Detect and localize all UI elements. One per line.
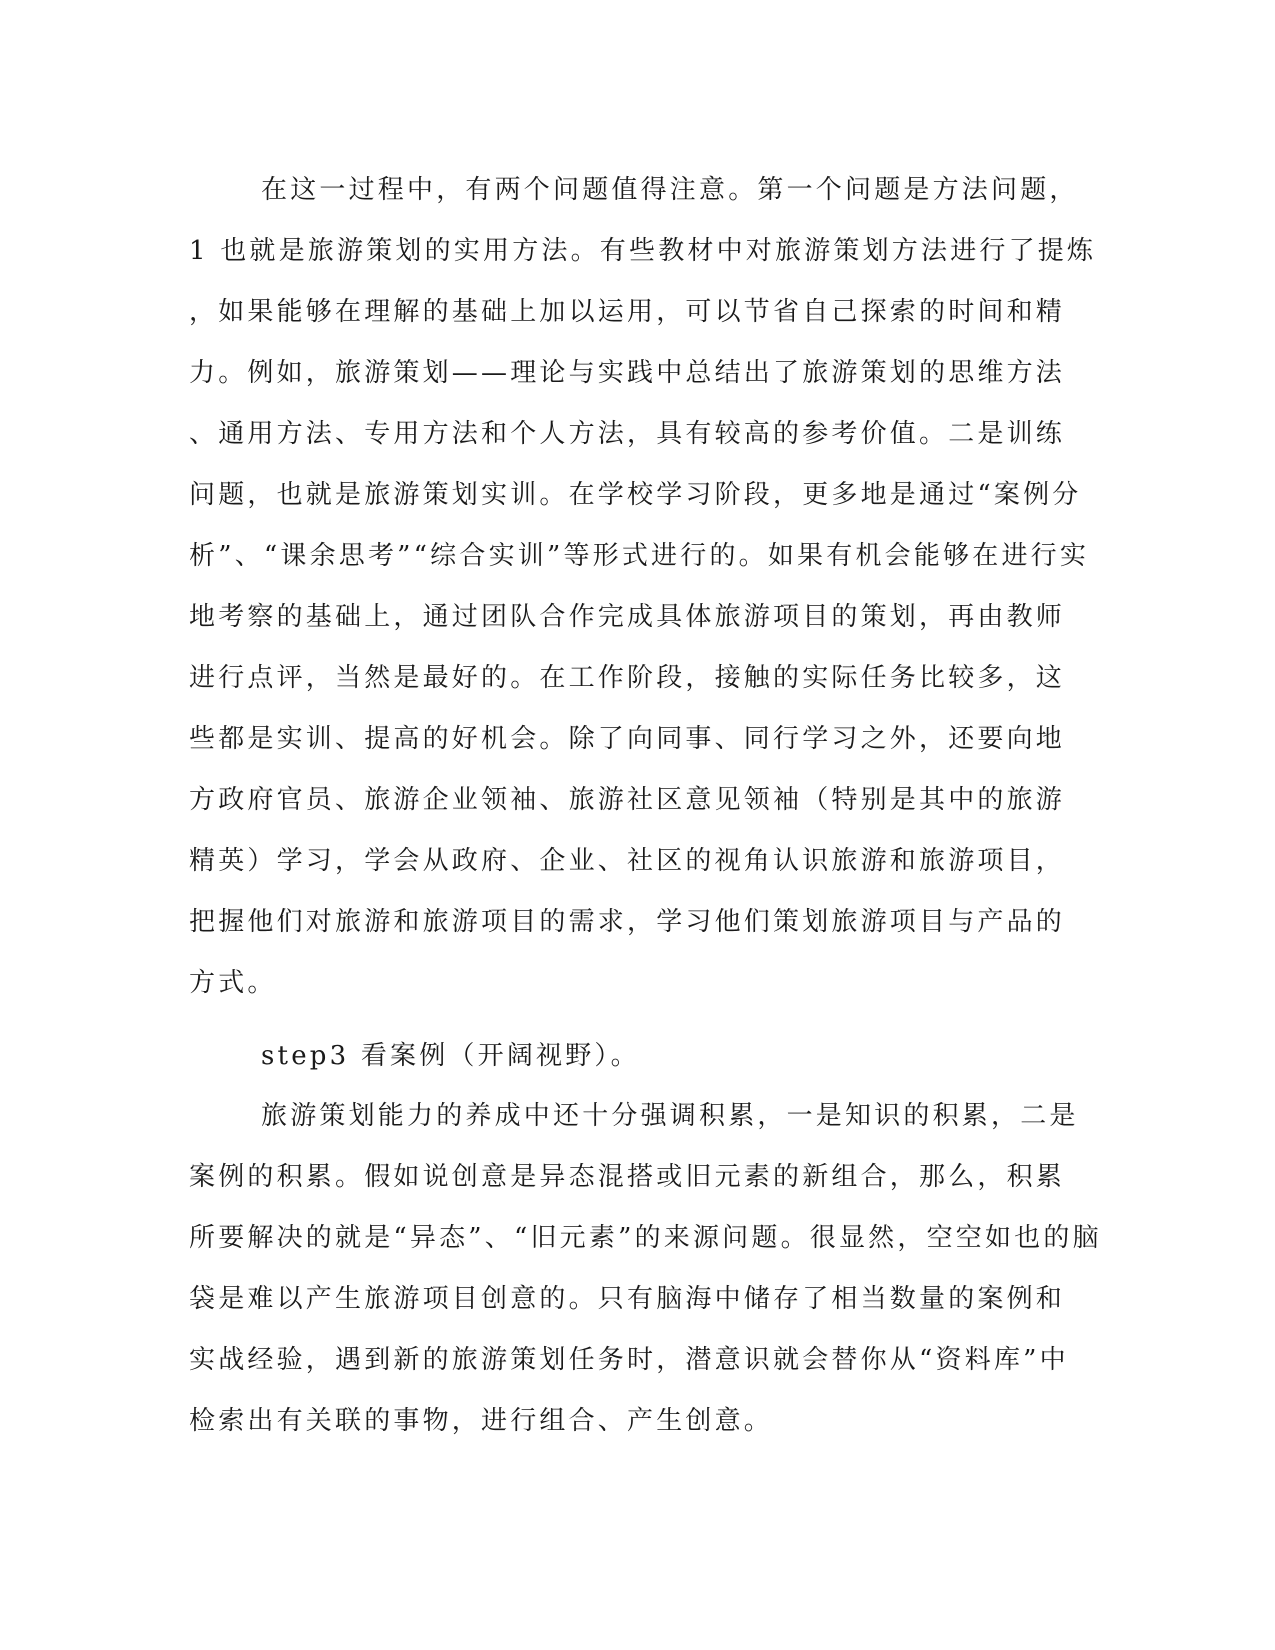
text-line: 在这一过程中，有两个问题值得注意。第一个问题是方法问题， [261, 175, 1079, 205]
text-line: 检索出有关联的事物，进行组合、产生创意。 [189, 1406, 774, 1436]
text-line: 些都是实训、提高的好机会。除了向同事、同行学习之外，还要向地 [189, 724, 1066, 754]
text-line: 方政府官员、旅游企业领袖、旅游社区意见领袖（特别是其中的旅游 [189, 785, 1066, 815]
step-heading-text: step3 看案例（开阔视野）。 [261, 1041, 640, 1071]
text-line: 把握他们对旅游和旅游项目的需求，学习他们策划旅游项目与产品的 [189, 907, 1066, 937]
text-line: 精英）学习，学会从政府、企业、社区的视角认识旅游和旅游项目， [189, 846, 1066, 876]
text-line: 实战经验，遇到新的旅游策划任务时，潜意识就会替你从“资料库”中 [189, 1345, 1069, 1375]
step-heading [189, 1026, 1079, 1087]
paragraph-method-and-training [189, 160, 1097, 1014]
text-line: 地考察的基础上，通过团队合作完成具体旅游项目的策划，再由教师 [189, 602, 1066, 632]
text-line: 、通用方法、专用方法和个人方法，具有较高的参考价值。二是训练 [189, 419, 1066, 449]
text-line: 旅游策划能力的养成中还十分强调积累，一是知识的积累，二是 [261, 1101, 1079, 1131]
text-line: 所要解决的就是“异态”、“旧元素”的来源问题。很显然，空空如也的脑 [189, 1223, 1102, 1253]
text-line: 力。例如，旅游策划——理论与实践中总结出了旅游策划的思维方法 [189, 358, 1066, 388]
text-line: 方式。 [189, 968, 277, 998]
text-line: 析”、“课余思考”“综合实训”等形式进行的。如果有机会能够在进行实 [189, 541, 1090, 571]
text-line: 袋是难以产生旅游项目创意的。只有脑海中储存了相当数量的案例和 [189, 1284, 1066, 1314]
text-line: 问题，也就是旅游策划实训。在学校学习阶段，更多地是通过“案例分 [189, 480, 1082, 510]
text-line: 进行点评，当然是最好的。在工作阶段，接触的实际任务比较多，这 [189, 663, 1066, 693]
paragraph-accumulation [189, 1086, 1102, 1452]
text-line: 案例的积累。假如说创意是异态混搭或旧元素的新组合，那么，积累 [189, 1162, 1066, 1192]
text-line: ，如果能够在理解的基础上加以运用，可以节省自己探索的时间和精 [189, 297, 1066, 327]
text-line: 1 也就是旅游策划的实用方法。有些教材中对旅游策划方法进行了提炼 [189, 236, 1097, 266]
